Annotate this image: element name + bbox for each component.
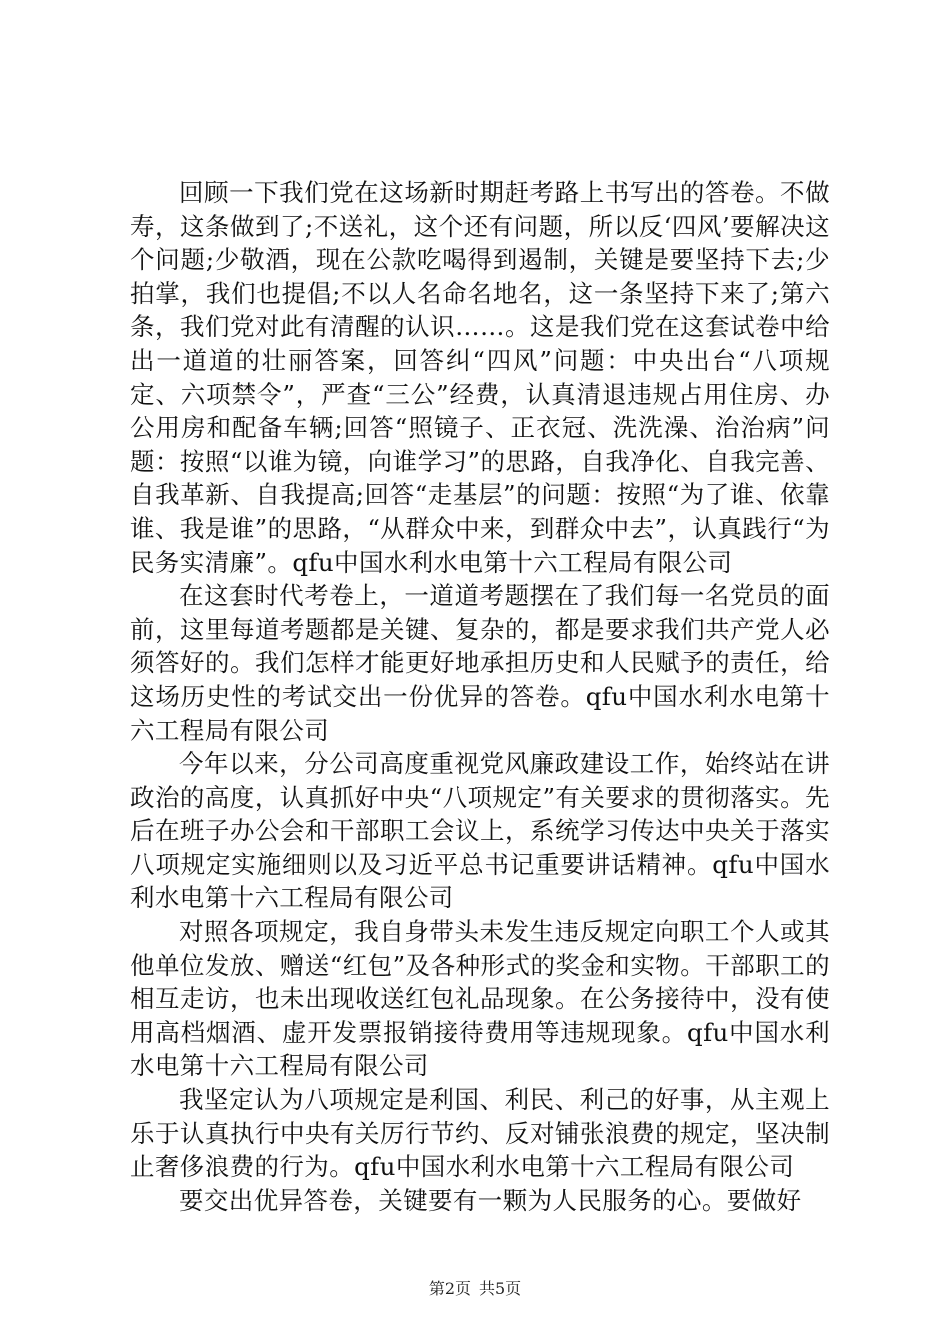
page-footer bbox=[0, 1279, 950, 1299]
page-total: 共5页 bbox=[479, 1279, 522, 1298]
paragraph-1: 回顾一下我们党在这场新时期赶考路上书写出的答卷。不做寿，这条做到了;不送礼，这个还有问题，所以反‘四风’要解决这个问题;少敬酒，现在公款吃喝得到遏制，关键是要坚持下去;少拍掌，我们也提倡;不以人名命名地名，这一条坚持下来了;第六条，我们党对此有清醒的认识……。这是我们党在这套试卷中给出一道道的壮丽答案，回答纠“四风”问题：中央出台“八项规定、六项禁令”，严查“三公”经费，认真清退违规占用住房、办公用房和配备车辆;回答“照镜子、正衣冠、洗洗澡、治治病”问题：按照“以谁为镜，向谁学习”的思路，自我净化、自我完善、自我革新、自我提高;回答“走基层”的问题：按照“为了谁、依靠谁、我是谁”的思路，“从群众中来，到群众中去”，认真践行“为民务实清廉”。qfu中国水利水电第十六工程局有限公司 bbox=[130, 178, 830, 577]
paragraph-6: 要交出优异答卷，关键要有一颗为人民服务的心。要做好 bbox=[179, 1185, 802, 1215]
paragraph-3: 今年以来，分公司高度重视党风廉政建设工作，始终站在讲政治的高度，认真抓好中央“八项规定”有关要求的贯彻落实。先后在班子办公会和干部职工会议上，系统学习传达中央关于落实八项规定实施细则以及习近平总书记重要讲话精神。qfu中国水利水电第十六工程局有限公司 bbox=[130, 749, 830, 913]
paragraph-5: 我坚定认为八项规定是利国、利民、利己的好事，从主观上乐于认真执行中央有关厉行节约、反对铺张浪费的规定，坚决制止奢侈浪费的行为。qfu中国水利水电第十六工程局有限公司 bbox=[130, 1085, 830, 1182]
paragraph-2: 在这套时代考卷上，一道道考题摆在了我们每一名党员的面前，这里每道考题都是关键、复杂的，都是要求我们共产党人必须答好的。我们怎样才能更好地承担历史和人民赋予的责任，给这场历史性的考试交出一份优异的答卷。qfu中国水利水电第十六工程局有限公司 bbox=[130, 581, 830, 745]
document-body bbox=[130, 176, 830, 1217]
paragraph-4: 对照各项规定，我自身带头未发生违反规定向职工个人或其他单位发放、赠送“红包”及各种形式的奖金和实物。干部职工的相互走访，也未出现收送红包礼品现象。在公务接待中，没有使用高档烟酒、虚开发票报销接待费用等违规现象。qfu中国水利水电第十六工程局有限公司 bbox=[130, 917, 830, 1081]
page-number: 第2页 bbox=[428, 1279, 471, 1298]
